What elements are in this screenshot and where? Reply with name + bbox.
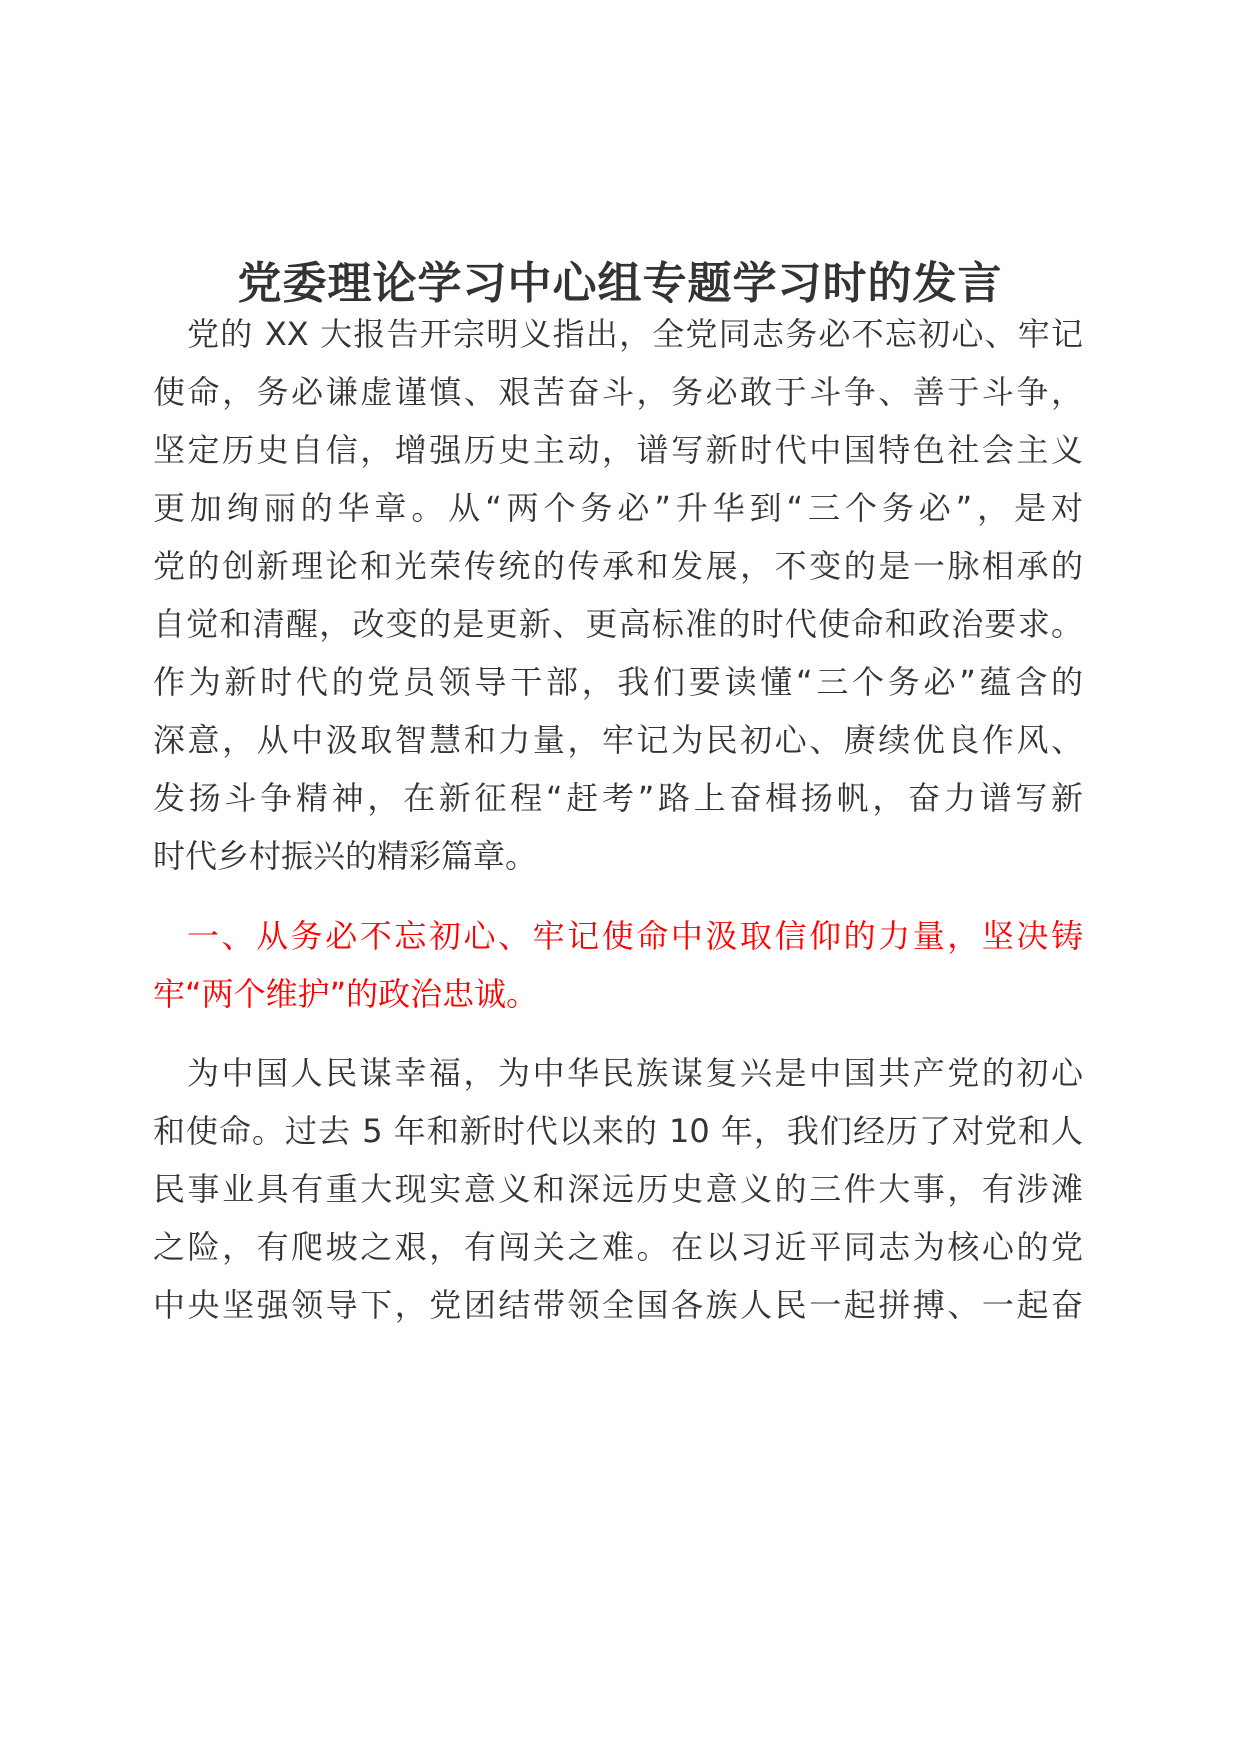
paragraph-2-line-2: 和使命。过去 5 年和新时代以来的 10 年，我们经历了对党和人 — [153, 1112, 1083, 1150]
paragraph-1-line-8: 深意，从中汲取智慧和力量，牢记为民初心、赓续优良作风、 — [153, 721, 1083, 759]
paragraph-2-line-1: 为中国人民谋幸福，为中华民族谋复兴是中国共产党的初心 — [187, 1054, 1083, 1092]
paragraph-2-line-4: 之险，有爬坡之艰，有闯关之难。在以习近平同志为核心的党 — [153, 1228, 1083, 1266]
paragraph-2-line-3: 民事业具有重大现实意义和深远历史意义的三件大事，有涉滩 — [153, 1170, 1083, 1208]
paragraph-1-line-3: 坚定历史自信，增强历史主动，谱写新时代中国特色社会主义 — [153, 431, 1083, 469]
paragraph-1-line-2: 使命，务必谦虚谨慎、艰苦奋斗，务必敢于斗争、善于斗争， — [153, 373, 1083, 411]
paragraph-1-line-4: 更加绚丽的华章。从“两个务必”升华到“三个务必”，是对 — [153, 489, 1083, 527]
paragraph-1-line-5: 党的创新理论和光荣传统的传承和发展，不变的是一脉相承的 — [153, 547, 1083, 585]
paragraph-1-line-10: 时代乡村振兴的精彩篇章。 — [153, 837, 538, 875]
document-title: 党委理论学习中心组专题学习时的发言 — [237, 258, 1003, 309]
paragraph-1-line-9: 发扬斗争精神，在新征程“赶考”路上奋楫扬帆，奋力谱写新 — [153, 779, 1083, 817]
section-heading-1-line-2: 牢“两个维护”的政治忠诚。 — [153, 975, 539, 1013]
section-heading-1-line-1: 一、从务必不忘初心、牢记使命中汲取信仰的力量，坚决铸 — [187, 917, 1083, 955]
paragraph-1-line-1: 党的 XX 大报告开宗明义指出，全党同志务必不忘初心、牢记 — [187, 315, 1083, 353]
paragraph-1-line-6: 自觉和清醒，改变的是更新、更高标准的时代使命和政治要求。 — [153, 605, 1083, 643]
paragraph-1-line-7: 作为新时代的党员领导干部，我们要读懂“三个务必”蕴含的 — [153, 663, 1083, 701]
paragraph-2-line-5: 中央坚强领导下，党团结带领全国各族人民一起拼搏、一起奋 — [153, 1286, 1083, 1324]
